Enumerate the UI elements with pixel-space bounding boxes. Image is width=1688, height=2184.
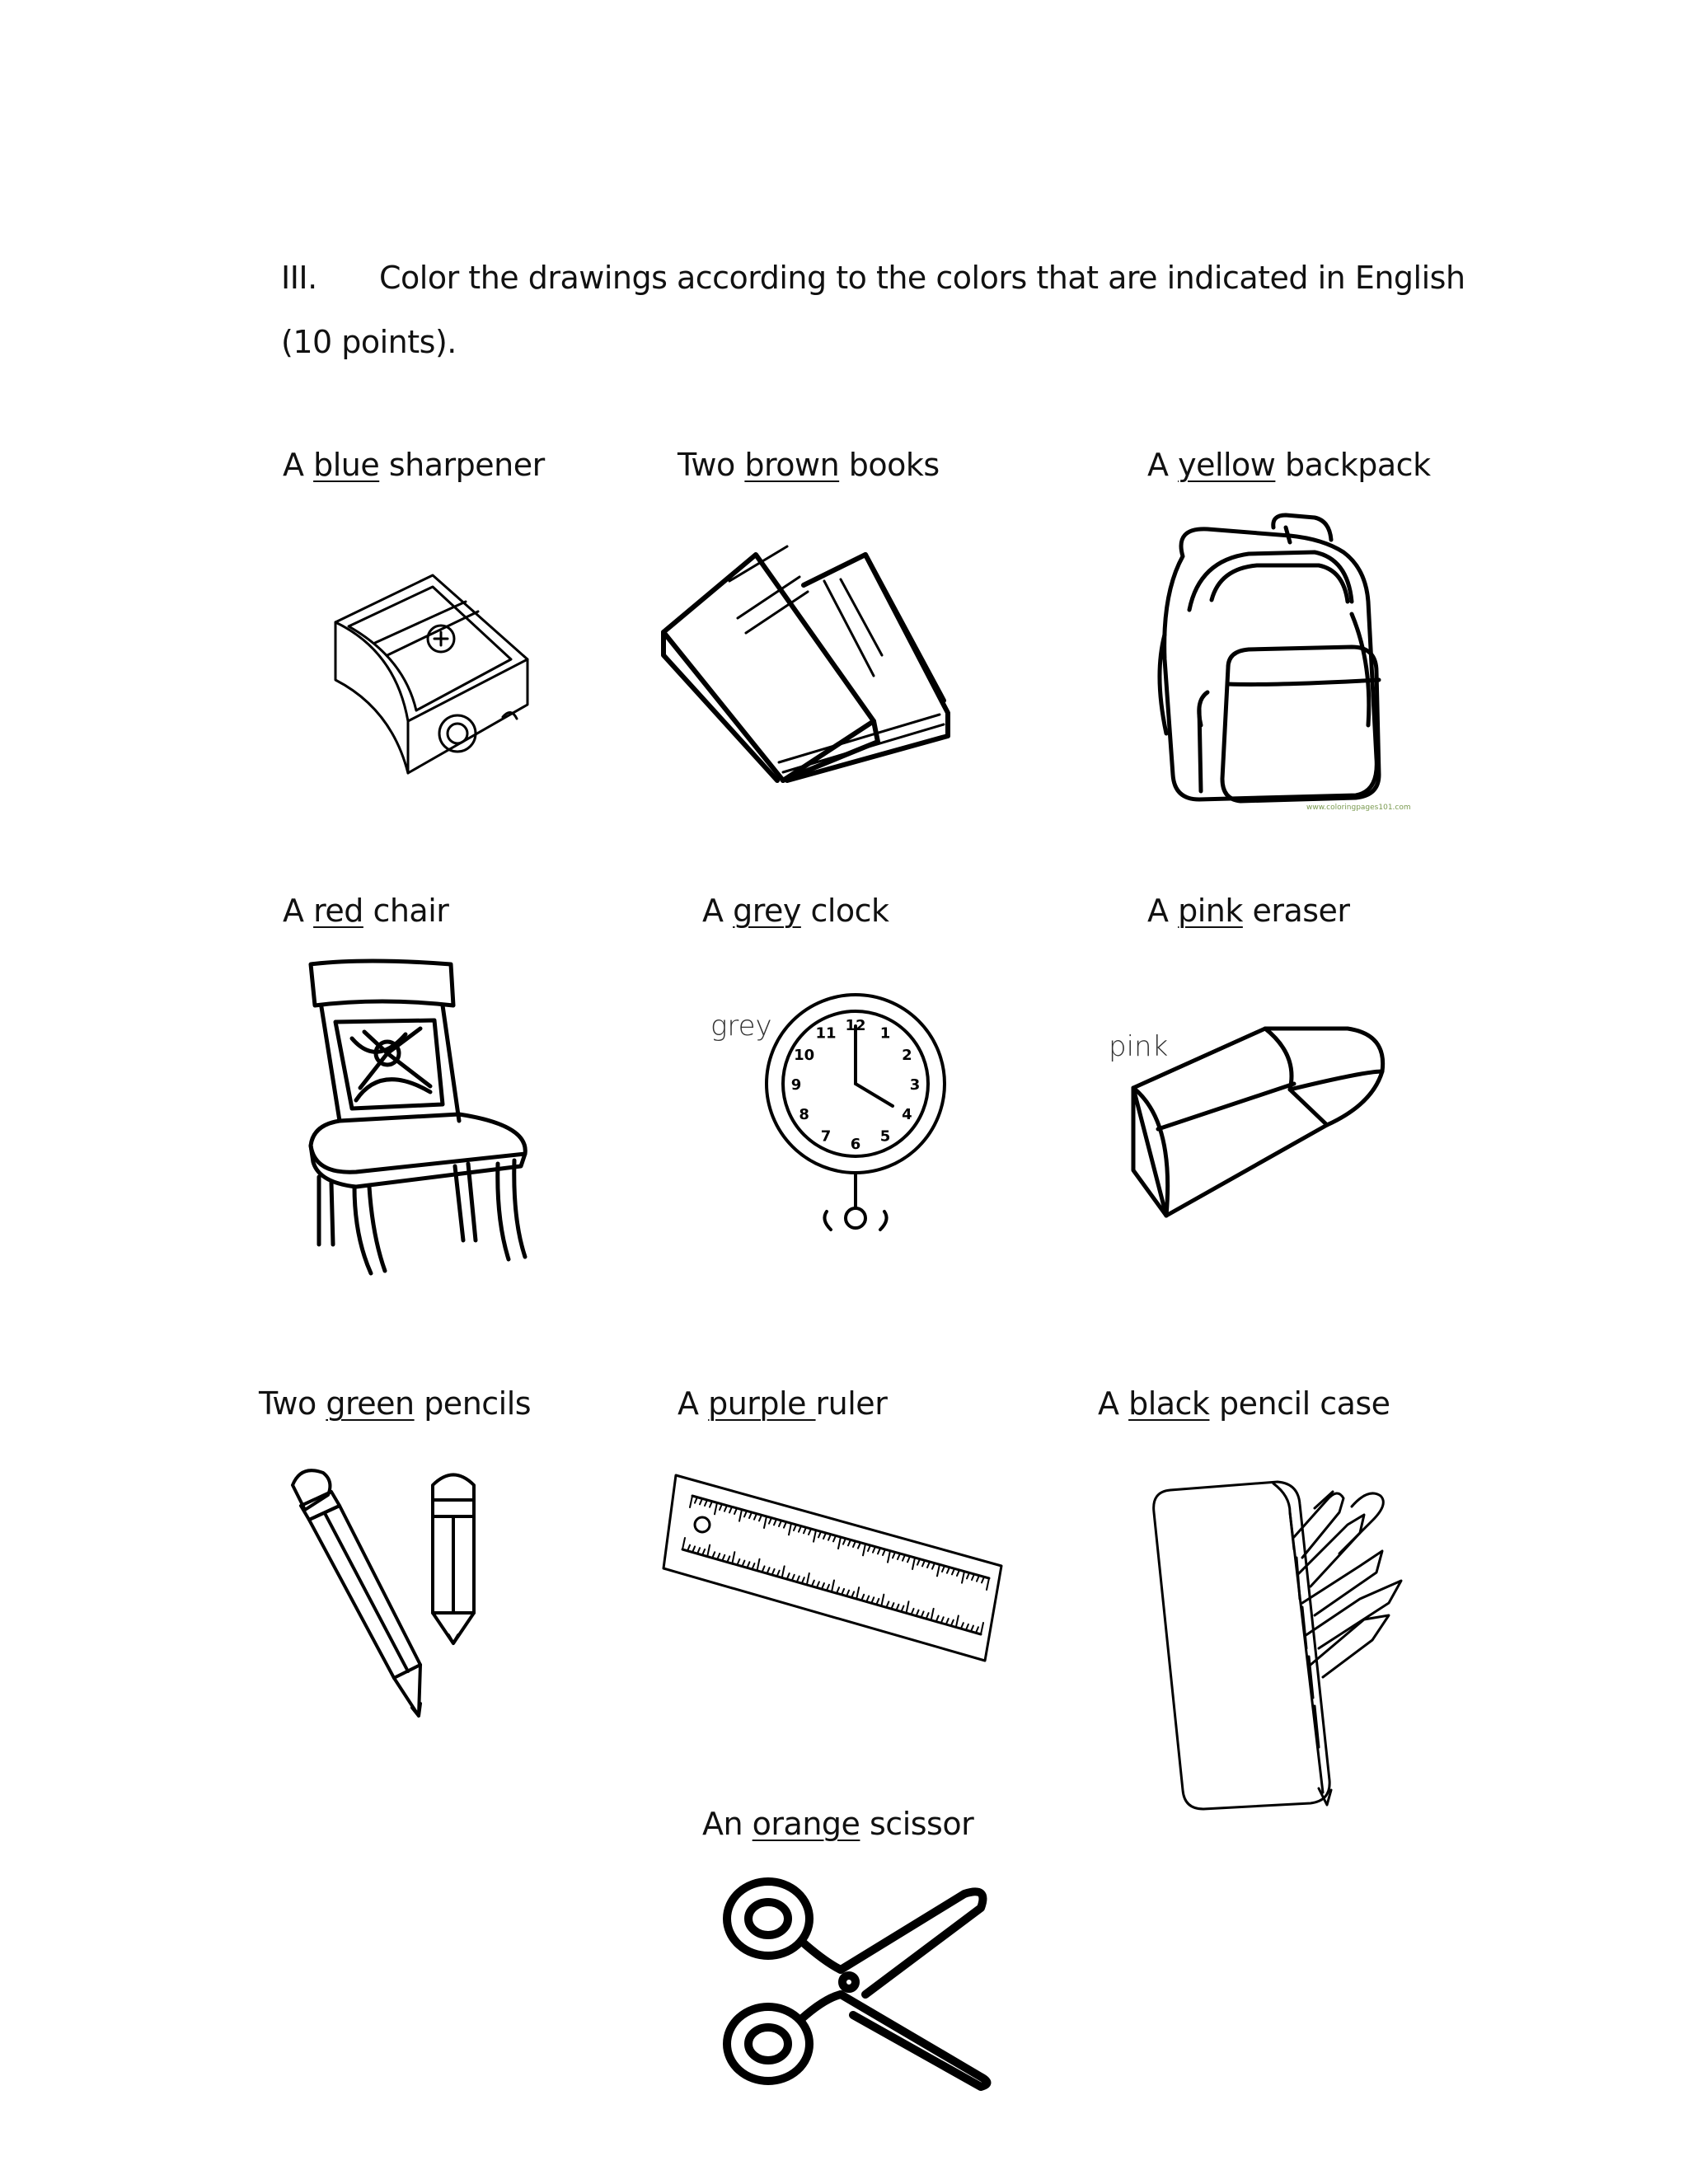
ruler-tick: [724, 1506, 727, 1511]
caption-scissors: An orange scissor: [702, 1806, 974, 1842]
ruler-tick: [931, 1609, 934, 1620]
ruler-icon: [659, 1471, 1006, 1669]
clock-numeral: 12: [845, 1017, 866, 1034]
ruler-tick: [690, 1496, 692, 1507]
ruler-tick: [823, 1533, 826, 1539]
ruler-tick: [937, 1564, 940, 1576]
eraser-icon: [1125, 1022, 1389, 1228]
caption-eraser: A pink eraser: [1147, 893, 1350, 929]
eraser-color-label: pink: [1109, 1030, 1169, 1063]
ruler-tick: [702, 1549, 705, 1555]
ruler-tick: [700, 1498, 702, 1504]
ruler-tick: [881, 1595, 884, 1606]
clock-numeral: 6: [850, 1136, 861, 1153]
color-word: black: [1128, 1385, 1210, 1422]
ruler-tick: [707, 1545, 710, 1557]
clock-numeral: 9: [790, 1076, 802, 1094]
ruler-tick: [838, 1537, 841, 1549]
ruler-tick: [863, 1544, 865, 1555]
ruler-tick: [878, 1548, 880, 1554]
caption-ruler: A purple ruler: [678, 1385, 888, 1422]
caption-pencil-case: A black pencil case: [1098, 1385, 1390, 1422]
ruler-tick: [722, 1555, 724, 1561]
ruler-tick: [868, 1545, 870, 1551]
ruler-tick: [779, 1521, 781, 1526]
ruler-tick: [682, 1538, 685, 1549]
section-numeral: III.: [281, 260, 317, 296]
ruler-tick: [799, 1526, 801, 1532]
ruler-tick: [837, 1587, 839, 1593]
clock-numeral: 3: [909, 1076, 921, 1094]
ruler-tick: [729, 1507, 732, 1512]
clock-numeral: 7: [820, 1127, 832, 1146]
backpack-icon: [1150, 511, 1411, 816]
ruler-tick: [777, 1571, 780, 1577]
ruler-tick: [848, 1540, 851, 1545]
ruler-tick: [952, 1568, 954, 1574]
ruler-tick: [976, 1627, 978, 1633]
caption-backpack: A yellow backpack: [1147, 447, 1431, 483]
ruler-tick: [687, 1545, 690, 1551]
clock-numeral: 4: [902, 1106, 912, 1123]
ruler-tick: [951, 1620, 954, 1626]
ruler-tick: [752, 1563, 754, 1569]
ruler-tick: [774, 1519, 776, 1525]
caption-pencils: Two green pencils: [259, 1385, 532, 1422]
ruler-tick: [927, 1562, 930, 1568]
ruler-tick: [932, 1563, 935, 1569]
clock-numeral: 1: [879, 1024, 891, 1043]
ruler-tick: [784, 1522, 786, 1528]
clock-numeral: 10: [794, 1047, 815, 1064]
ruler-tick: [972, 1574, 974, 1580]
clock-color-label: grey: [710, 1010, 772, 1043]
ruler-tick: [757, 1559, 760, 1571]
ruler-tick: [732, 1552, 734, 1563]
ruler-tick: [697, 1548, 700, 1554]
color-word: orange: [752, 1806, 860, 1842]
ruler-tick: [987, 1578, 989, 1590]
ruler-tick: [822, 1583, 824, 1589]
ruler-tick: [742, 1561, 744, 1567]
ruler-tick: [858, 1543, 860, 1549]
ruler-tick: [846, 1591, 849, 1596]
ruler-tick: [787, 1573, 790, 1579]
ruler-tick: [871, 1597, 874, 1603]
ruler-tick: [812, 1581, 814, 1586]
ruler-tick: [794, 1525, 796, 1530]
ruler-tick: [977, 1576, 979, 1582]
color-word: yellow: [1178, 447, 1276, 483]
ruler-tick: [762, 1566, 765, 1572]
ruler-tick: [828, 1535, 831, 1540]
ruler-tick: [712, 1552, 715, 1558]
ruler-tick: [734, 1508, 737, 1514]
ruler-tick: [715, 1502, 717, 1514]
ruler-tick: [705, 1500, 707, 1506]
sharpener-icon: [326, 560, 532, 775]
ruler-tick: [744, 1511, 747, 1516]
ruler-tick: [802, 1577, 804, 1583]
ruler-tick: [876, 1599, 879, 1605]
ruler-tick: [814, 1530, 816, 1542]
watermark-text: www.coloringpages101.com: [1306, 804, 1411, 812]
ruler-tick: [917, 1559, 920, 1565]
ruler-tick: [893, 1552, 895, 1558]
ruler-tick: [853, 1541, 856, 1547]
ruler-tick: [942, 1566, 945, 1572]
color-word: blue: [313, 447, 380, 483]
ruler-tick: [759, 1515, 762, 1521]
ruler-tick: [961, 1623, 964, 1629]
pencil-case-icon: [1150, 1475, 1405, 1813]
ruler-tick: [737, 1559, 739, 1565]
ruler-tick: [769, 1518, 771, 1524]
ruler-tick: [832, 1581, 834, 1592]
ruler-tick: [888, 1551, 890, 1563]
ruler-tick: [907, 1556, 910, 1562]
ruler-tick: [981, 1623, 983, 1634]
ruler-tick: [922, 1560, 925, 1566]
ruler-tick: [710, 1502, 712, 1507]
ruler-tick: [747, 1562, 749, 1568]
instruction-line-2: (10 points).: [281, 324, 457, 360]
ruler-tick: [717, 1554, 720, 1559]
ruler-tick: [966, 1624, 968, 1630]
color-word: purple: [708, 1385, 816, 1422]
ruler-tick: [807, 1573, 809, 1585]
ruler-tick: [861, 1595, 864, 1601]
color-word: green: [326, 1385, 415, 1422]
ruler-tick: [946, 1619, 949, 1624]
ruler-tick: [907, 1601, 909, 1613]
ruler-tick: [967, 1572, 969, 1578]
ruler-tick: [912, 1609, 914, 1615]
ruler-tick: [851, 1591, 854, 1597]
ruler-tick: [891, 1603, 893, 1609]
color-word: red: [313, 893, 363, 929]
ruler-tick: [833, 1535, 836, 1541]
ruler-tick: [866, 1596, 869, 1602]
ruler-tick: [956, 1615, 959, 1627]
ruler-tick: [827, 1585, 829, 1591]
ruler-tick: [921, 1611, 924, 1617]
ruler-tick: [903, 1555, 905, 1561]
ruler-tick: [901, 1606, 903, 1612]
ruler-tick: [917, 1610, 919, 1616]
ruler-tick: [971, 1626, 973, 1632]
ruler-tick: [727, 1556, 729, 1562]
ruler-tick: [947, 1568, 950, 1573]
ruler-tick: [941, 1617, 944, 1623]
instruction-line-1: Color the drawings according to the colors that are indicated in English: [379, 260, 1465, 296]
ruler-tick: [754, 1514, 757, 1520]
ruler-tick: [912, 1558, 915, 1569]
ruler-tick: [843, 1539, 846, 1544]
clock-numeral: 2: [902, 1047, 912, 1064]
ruler-tick: [692, 1546, 695, 1552]
books-icon: [655, 540, 952, 787]
ruler-tick: [936, 1616, 939, 1622]
ruler-tick: [792, 1575, 795, 1581]
ruler-tick: [782, 1566, 785, 1577]
ruler-tick: [883, 1549, 885, 1555]
clock-numeral: 5: [879, 1127, 891, 1146]
ruler-tick: [842, 1589, 844, 1595]
ruler-tick: [695, 1497, 697, 1503]
ruler-tick: [982, 1577, 984, 1582]
ruler-tick: [809, 1529, 811, 1535]
caption-chair: A red chair: [283, 893, 449, 929]
color-word: pink: [1178, 893, 1243, 929]
color-word: brown: [744, 447, 840, 483]
caption-books: Two brown books: [678, 447, 940, 483]
chair-icon: [307, 956, 533, 1277]
ruler-tick: [926, 1613, 929, 1619]
caption-clock: A grey clock: [702, 893, 889, 929]
ruler-tick: [856, 1587, 859, 1599]
ruler-tick: [957, 1570, 959, 1576]
scissors-icon: [717, 1871, 997, 2093]
ruler-tick: [898, 1554, 900, 1559]
ruler-tick: [720, 1504, 722, 1510]
ruler-tick: [739, 1510, 742, 1521]
ruler-tick: [886, 1601, 889, 1607]
ruler-tick: [817, 1582, 819, 1587]
ruler-tick: [962, 1572, 964, 1583]
clock-numeral: 11: [815, 1024, 837, 1043]
ruler-tick: [896, 1605, 898, 1610]
ruler-tick: [818, 1531, 821, 1537]
ruler-tick: [873, 1547, 875, 1553]
ruler-tick: [804, 1527, 806, 1533]
ruler-tick: [797, 1576, 799, 1582]
ruler-tick: [749, 1512, 752, 1518]
pencils-icon: [288, 1460, 495, 1724]
ruler-tick: [767, 1568, 770, 1573]
ruler-tick: [772, 1569, 775, 1575]
clock-numeral: 8: [799, 1106, 809, 1123]
ruler-tick: [764, 1516, 767, 1528]
color-word: grey: [733, 893, 801, 929]
caption-sharpener: A blue sharpener: [283, 447, 545, 483]
clock-icon: [757, 989, 954, 1236]
ruler-tick: [789, 1523, 791, 1535]
